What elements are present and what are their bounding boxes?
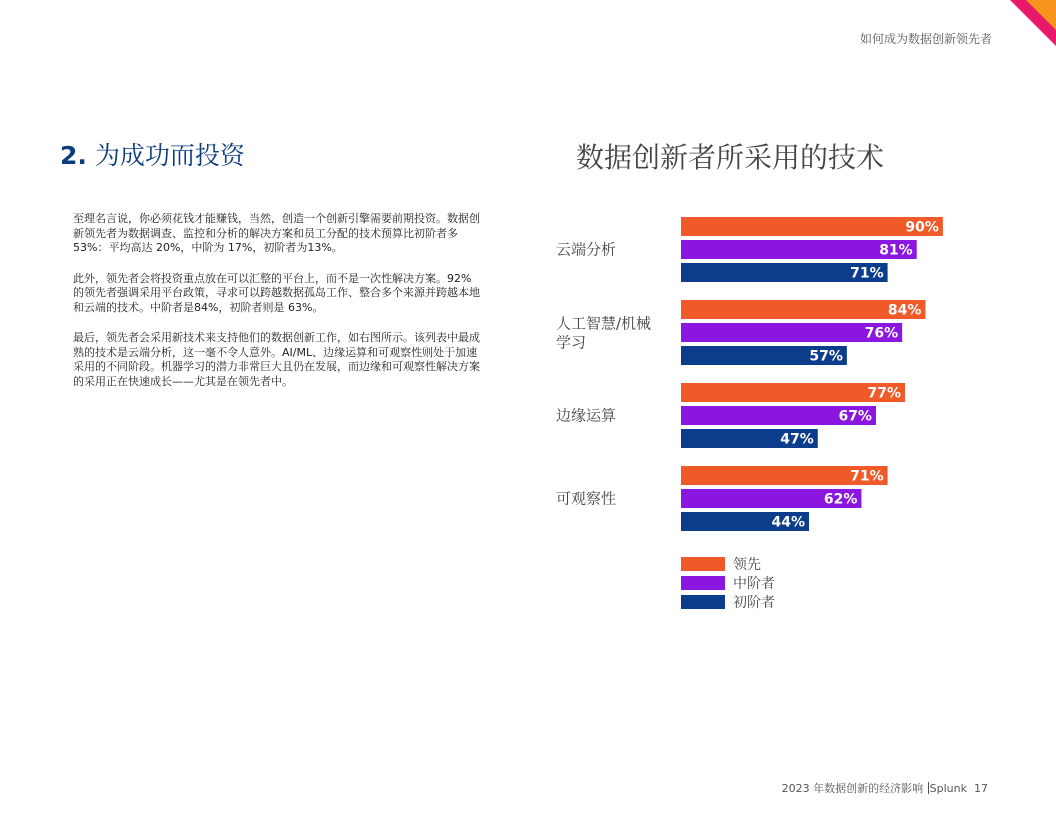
chart-title: 数据创新者所采用的技术 (576, 141, 885, 174)
footer (782, 780, 988, 796)
category-label: 边缘运算 (556, 406, 617, 425)
section-title-text: 为成功而投资 (94, 141, 245, 170)
bar-value-label: 47% (780, 431, 814, 448)
bar-value-label: 84% (887, 302, 922, 319)
body-text (73, 212, 485, 405)
bar-value-label: 90% (905, 219, 939, 236)
bar-value-label: 67% (838, 408, 872, 425)
bar-value-label: 62% (823, 491, 858, 508)
legend-swatch (681, 576, 725, 590)
footer-separator (928, 782, 929, 794)
bar-value-label: 44% (771, 514, 806, 531)
legend-label: 领先 (733, 557, 761, 573)
legend-swatch (681, 557, 725, 571)
bar (681, 217, 943, 236)
bar-value-label: 76% (864, 325, 899, 342)
category-label: 人工智慧/机械 (556, 314, 652, 333)
category-label: 学习 (556, 333, 587, 352)
category-label: 云端分析 (556, 240, 617, 259)
section-title (60, 136, 245, 172)
legend-label: 初阶者 (733, 595, 775, 611)
footer-report: 2023 年数据创新的经济影响 (781, 782, 924, 795)
paragraph-3: 最后，领先者会采用新技术来支持他们的数据创新工作，如右图所示。该列表中最成熟的技术是云端分析，这一毫不令人意外。AI/ML、边缘运算和可观察性则处于加速采用的不同阶段。机器学习的潜力非常巨大且仍在发展，而边缘和可观察性解决方案的采用正在快速成长——尤其是在领先者中。 (73, 331, 480, 388)
bar-value-label: 71% (850, 265, 884, 282)
bar-value-label: 77% (867, 385, 902, 402)
bar-chart (540, 205, 1000, 625)
bar-value-label: 57% (809, 348, 843, 365)
legend-swatch (681, 595, 725, 609)
category-label: 可观察性 (556, 489, 617, 508)
footer-brand: Splunk (929, 782, 967, 795)
section-number: 2. (60, 141, 87, 170)
legend-label: 中阶者 (733, 576, 775, 592)
paragraph-2: 此外，领先者会将投资重点放在可以汇整的平台上，而不是一次性解决方案。92% 的领先者强调采用平台政策，寻求可以跨越数据孤岛工作、整合多个来源并跨越本地和云端的技术。中阶者是84%，初阶者则是 63%。 (73, 271, 480, 314)
corner-accent-inner (1026, 0, 1056, 30)
page-number: 17 (974, 782, 988, 795)
paragraph-1: 至理名言说，你必须花钱才能赚钱，当然，创造一个创新引擎需要前期投资。数据创新领先者为数据调查、监控和分析的解决方案和员工分配的技术预算比初阶者多53%：平均高达 20%，中阶为 17%，初阶者为13%。 (73, 212, 480, 254)
header-subtitle: 如何成为数据创新领先者 (859, 32, 992, 46)
bar-value-label: 71% (850, 468, 884, 485)
bar-value-label: 81% (879, 242, 913, 259)
